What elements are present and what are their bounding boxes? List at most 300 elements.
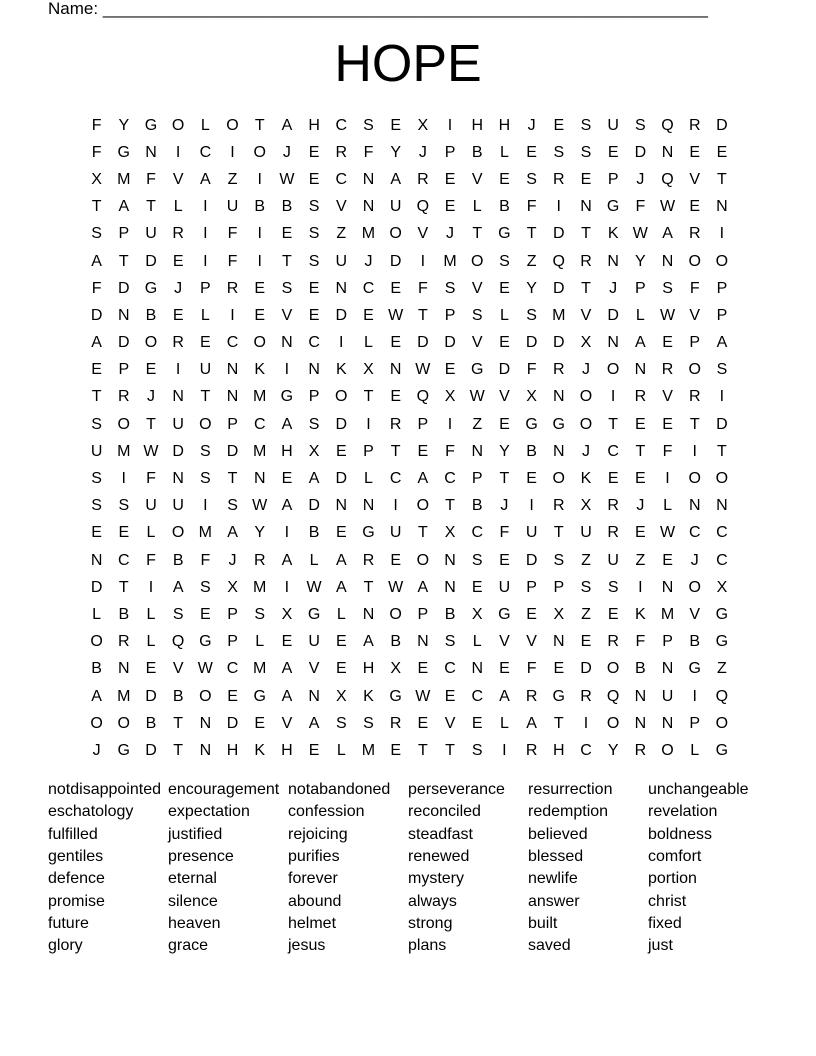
- grid-letter[interactable]: K: [254, 361, 266, 379]
- grid-letter[interactable]: D: [172, 442, 184, 460]
- grid-letter[interactable]: J: [174, 279, 183, 297]
- grid-letter[interactable]: W: [252, 497, 268, 515]
- grid-letter[interactable]: F: [91, 279, 102, 297]
- grid-letter[interactable]: N: [471, 660, 483, 678]
- grid-letter[interactable]: X: [91, 170, 102, 188]
- grid-letter[interactable]: E: [308, 170, 320, 188]
- grid-letter[interactable]: S: [607, 578, 619, 596]
- grid-letter[interactable]: B: [526, 442, 537, 460]
- grid-letter[interactable]: T: [553, 524, 564, 542]
- grid-letter[interactable]: O: [606, 714, 620, 732]
- grid-letter[interactable]: O: [253, 143, 266, 161]
- grid-letter[interactable]: O: [579, 388, 593, 406]
- grid-letter[interactable]: N: [172, 388, 184, 406]
- grid-letter[interactable]: S: [635, 116, 646, 134]
- grid-letter[interactable]: O: [552, 470, 565, 488]
- grid-letter[interactable]: P: [662, 633, 673, 651]
- grid-letter[interactable]: O: [171, 524, 185, 542]
- grid-letter[interactable]: S: [580, 116, 592, 134]
- grid-letter[interactable]: D: [444, 334, 456, 352]
- grid-letter[interactable]: S: [444, 279, 456, 297]
- grid-letter[interactable]: E: [689, 143, 701, 161]
- grid-letter[interactable]: T: [363, 388, 374, 406]
- grid-letter[interactable]: S: [308, 415, 320, 433]
- grid-letter[interactable]: N: [661, 714, 674, 732]
- grid-letter[interactable]: V: [580, 306, 592, 324]
- grid-letter[interactable]: Q: [606, 687, 620, 705]
- grid-letter[interactable]: O: [199, 687, 212, 705]
- grid-letter[interactable]: G: [144, 116, 158, 134]
- grid-letter[interactable]: P: [526, 578, 537, 596]
- grid-letter[interactable]: A: [499, 687, 510, 705]
- grid-letter[interactable]: S: [91, 470, 102, 488]
- grid-letter[interactable]: L: [472, 633, 482, 651]
- grid-letter[interactable]: F: [499, 524, 510, 542]
- grid-letter[interactable]: V: [308, 660, 320, 678]
- grid-letter[interactable]: K: [580, 470, 592, 488]
- grid-letter[interactable]: E: [499, 279, 510, 297]
- grid-letter[interactable]: Z: [581, 605, 591, 623]
- grid-letter[interactable]: T: [717, 442, 727, 460]
- grid-letter[interactable]: Z: [717, 660, 727, 678]
- grid-letter[interactable]: V: [281, 714, 293, 732]
- grid-letter[interactable]: A: [118, 198, 130, 216]
- grid-letter[interactable]: D: [389, 252, 402, 270]
- grid-letter[interactable]: H: [471, 116, 483, 134]
- grid-letter[interactable]: D: [553, 279, 565, 297]
- grid-letter[interactable]: D: [118, 334, 130, 352]
- grid-letter[interactable]: P: [417, 415, 429, 433]
- grid-letter[interactable]: G: [525, 415, 538, 433]
- grid-letter[interactable]: P: [716, 279, 728, 297]
- grid-letter[interactable]: S: [254, 605, 266, 623]
- grid-letter[interactable]: T: [173, 714, 184, 732]
- grid-letter[interactable]: G: [715, 741, 729, 759]
- grid-letter[interactable]: N: [444, 578, 456, 596]
- grid-letter[interactable]: C: [716, 551, 728, 569]
- grid-letter[interactable]: E: [526, 605, 537, 623]
- grid-letter[interactable]: C: [444, 470, 456, 488]
- grid-letter[interactable]: I: [556, 198, 561, 216]
- grid-letter[interactable]: R: [634, 388, 647, 406]
- grid-letter[interactable]: C: [308, 334, 320, 352]
- grid-letter[interactable]: L: [146, 524, 156, 542]
- grid-letter[interactable]: A: [308, 470, 320, 488]
- grid-letter[interactable]: F: [445, 442, 455, 460]
- grid-letter[interactable]: A: [281, 687, 293, 705]
- grid-letter[interactable]: V: [172, 660, 184, 678]
- grid-letter[interactable]: S: [200, 442, 211, 460]
- grid-letter[interactable]: V: [444, 714, 456, 732]
- grid-letter[interactable]: K: [607, 225, 619, 243]
- grid-letter[interactable]: V: [471, 279, 483, 297]
- grid-letter[interactable]: Y: [118, 116, 130, 134]
- grid-letter[interactable]: E: [662, 415, 673, 433]
- grid-letter[interactable]: C: [226, 334, 239, 352]
- grid-letter[interactable]: E: [417, 442, 429, 460]
- grid-letter[interactable]: S: [172, 605, 184, 623]
- grid-letter[interactable]: A: [335, 551, 347, 569]
- grid-letter[interactable]: T: [499, 470, 510, 488]
- grid-letter[interactable]: F: [689, 279, 700, 297]
- grid-letter[interactable]: R: [553, 361, 565, 379]
- grid-letter[interactable]: R: [335, 143, 348, 161]
- grid-letter[interactable]: R: [118, 388, 130, 406]
- grid-letter[interactable]: E: [444, 170, 456, 188]
- grid-letter[interactable]: L: [336, 605, 346, 623]
- grid-letter[interactable]: N: [335, 497, 348, 515]
- grid-letter[interactable]: S: [662, 279, 673, 297]
- grid-letter[interactable]: W: [632, 225, 648, 243]
- grid-letter[interactable]: I: [447, 415, 453, 433]
- grid-letter[interactable]: D: [525, 551, 538, 569]
- grid-letter[interactable]: M: [117, 687, 131, 705]
- grid-letter[interactable]: E: [499, 415, 510, 433]
- grid-letter[interactable]: N: [417, 633, 429, 651]
- grid-letter[interactable]: X: [308, 442, 320, 460]
- grid-letter[interactable]: M: [253, 578, 267, 596]
- grid-letter[interactable]: O: [416, 551, 430, 569]
- grid-letter[interactable]: X: [363, 361, 374, 379]
- grid-letter[interactable]: B: [145, 306, 157, 324]
- grid-letter[interactable]: N: [308, 687, 320, 705]
- grid-letter[interactable]: Y: [390, 143, 401, 161]
- grid-letter[interactable]: D: [308, 497, 320, 515]
- grid-letter[interactable]: X: [553, 605, 565, 623]
- name-blank-line[interactable]: ________________________________________________________________: [102, 0, 708, 18]
- grid-letter[interactable]: N: [362, 497, 375, 515]
- grid-letter[interactable]: T: [254, 116, 265, 134]
- grid-letter[interactable]: E: [635, 524, 646, 542]
- grid-letter[interactable]: E: [499, 551, 510, 569]
- grid-letter[interactable]: N: [362, 170, 375, 188]
- grid-letter[interactable]: Z: [581, 551, 591, 569]
- grid-letter[interactable]: F: [635, 198, 646, 216]
- grid-letter[interactable]: E: [499, 660, 510, 678]
- grid-letter[interactable]: T: [635, 442, 646, 460]
- grid-letter[interactable]: N: [199, 714, 212, 732]
- grid-letter[interactable]: N: [661, 660, 674, 678]
- grid-letter[interactable]: C: [118, 551, 130, 569]
- grid-letter[interactable]: U: [607, 551, 619, 569]
- grid-letter[interactable]: X: [281, 605, 293, 623]
- grid-letter[interactable]: R: [253, 551, 266, 569]
- grid-letter[interactable]: A: [662, 225, 673, 243]
- grid-letter[interactable]: U: [172, 497, 184, 515]
- grid-letter[interactable]: O: [226, 116, 239, 134]
- grid-letter[interactable]: R: [118, 633, 130, 651]
- grid-letter[interactable]: S: [526, 306, 537, 324]
- grid-letter[interactable]: O: [117, 415, 130, 433]
- grid-letter[interactable]: E: [335, 633, 347, 651]
- grid-letter[interactable]: I: [665, 470, 670, 488]
- grid-letter[interactable]: I: [583, 714, 589, 732]
- grid-letter[interactable]: I: [366, 415, 371, 433]
- grid-letter[interactable]: K: [254, 741, 266, 759]
- grid-letter[interactable]: Q: [715, 687, 729, 705]
- grid-letter[interactable]: F: [526, 361, 537, 379]
- grid-letter[interactable]: P: [689, 714, 701, 732]
- grid-letter[interactable]: U: [226, 198, 239, 216]
- grid-letter[interactable]: T: [581, 279, 591, 297]
- grid-letter[interactable]: C: [389, 470, 402, 488]
- grid-letter[interactable]: E: [308, 143, 320, 161]
- grid-letter[interactable]: S: [444, 633, 456, 651]
- grid-letter[interactable]: J: [364, 252, 373, 270]
- grid-letter[interactable]: M: [253, 660, 267, 678]
- grid-letter[interactable]: U: [145, 225, 157, 243]
- grid-letter[interactable]: N: [253, 470, 266, 488]
- grid-letter[interactable]: I: [284, 361, 290, 379]
- grid-letter[interactable]: L: [92, 605, 102, 623]
- grid-letter[interactable]: Q: [171, 633, 185, 651]
- grid-letter[interactable]: M: [552, 306, 566, 324]
- grid-letter[interactable]: I: [257, 252, 262, 270]
- grid-letter[interactable]: O: [579, 415, 593, 433]
- grid-letter[interactable]: G: [498, 225, 511, 243]
- grid-letter[interactable]: L: [635, 306, 645, 324]
- grid-letter[interactable]: G: [552, 415, 565, 433]
- grid-letter[interactable]: S: [91, 415, 102, 433]
- grid-letter[interactable]: T: [553, 714, 564, 732]
- grid-letter[interactable]: U: [389, 524, 402, 542]
- grid-letter[interactable]: M: [361, 741, 376, 759]
- grid-letter[interactable]: V: [689, 170, 701, 188]
- grid-letter[interactable]: F: [526, 660, 537, 678]
- grid-letter[interactable]: T: [282, 252, 292, 270]
- grid-letter[interactable]: P: [363, 442, 374, 460]
- grid-letter[interactable]: V: [281, 306, 293, 324]
- grid-letter[interactable]: V: [689, 306, 701, 324]
- grid-letter[interactable]: E: [200, 334, 211, 352]
- grid-letter[interactable]: C: [362, 279, 375, 297]
- grid-letter[interactable]: N: [553, 633, 565, 651]
- grid-letter[interactable]: W: [659, 524, 676, 542]
- grid-letter[interactable]: R: [553, 170, 565, 188]
- grid-letter[interactable]: C: [226, 660, 239, 678]
- grid-letter[interactable]: E: [526, 470, 537, 488]
- grid-letter[interactable]: U: [90, 442, 103, 460]
- grid-letter[interactable]: E: [716, 143, 728, 161]
- grid-letter[interactable]: B: [444, 605, 456, 623]
- grid-letter[interactable]: O: [335, 388, 348, 406]
- grid-letter[interactable]: D: [145, 252, 157, 270]
- grid-letter[interactable]: E: [580, 170, 592, 188]
- grid-letter[interactable]: S: [281, 279, 293, 297]
- grid-letter[interactable]: E: [580, 633, 592, 651]
- grid-letter[interactable]: T: [390, 442, 401, 460]
- grid-letter[interactable]: I: [257, 225, 262, 243]
- grid-letter[interactable]: N: [661, 143, 674, 161]
- grid-letter[interactable]: M: [443, 252, 457, 270]
- grid-letter[interactable]: J: [609, 279, 618, 297]
- grid-letter[interactable]: D: [716, 415, 728, 433]
- grid-letter[interactable]: G: [715, 633, 729, 651]
- grid-letter[interactable]: E: [254, 714, 266, 732]
- grid-letter[interactable]: O: [661, 741, 674, 759]
- grid-letter[interactable]: E: [281, 225, 293, 243]
- grid-letter[interactable]: W: [415, 361, 431, 379]
- grid-letter[interactable]: W: [197, 660, 213, 678]
- grid-letter[interactable]: S: [471, 741, 483, 759]
- grid-letter[interactable]: X: [444, 388, 456, 406]
- grid-letter[interactable]: R: [172, 334, 184, 352]
- grid-letter[interactable]: X: [444, 524, 456, 542]
- grid-letter[interactable]: K: [363, 687, 374, 705]
- grid-letter[interactable]: S: [580, 578, 592, 596]
- grid-letter[interactable]: U: [498, 578, 511, 596]
- grid-letter[interactable]: A: [281, 497, 293, 515]
- grid-letter[interactable]: P: [444, 143, 456, 161]
- grid-letter[interactable]: X: [335, 687, 347, 705]
- grid-letter[interactable]: D: [145, 741, 157, 759]
- grid-letter[interactable]: P: [553, 578, 565, 596]
- grid-letter[interactable]: F: [91, 143, 102, 161]
- grid-letter[interactable]: R: [580, 687, 592, 705]
- grid-letter[interactable]: R: [525, 741, 538, 759]
- grid-letter[interactable]: G: [606, 198, 620, 216]
- grid-letter[interactable]: E: [390, 334, 401, 352]
- grid-letter[interactable]: D: [145, 687, 157, 705]
- grid-letter[interactable]: B: [172, 551, 184, 569]
- grid-letter[interactable]: S: [363, 714, 374, 732]
- grid-letter[interactable]: W: [388, 578, 404, 596]
- grid-letter[interactable]: E: [417, 660, 429, 678]
- grid-letter[interactable]: D: [553, 225, 565, 243]
- grid-letter[interactable]: L: [146, 605, 156, 623]
- grid-letter[interactable]: I: [175, 361, 181, 379]
- grid-letter[interactable]: C: [335, 116, 348, 134]
- grid-letter[interactable]: N: [634, 687, 647, 705]
- grid-letter[interactable]: R: [661, 361, 674, 379]
- grid-letter[interactable]: N: [607, 334, 619, 352]
- grid-letter[interactable]: O: [688, 470, 701, 488]
- grid-letter[interactable]: R: [607, 497, 619, 515]
- grid-letter[interactable]: W: [143, 442, 159, 460]
- grid-letter[interactable]: W: [388, 306, 404, 324]
- grid-letter[interactable]: S: [363, 116, 374, 134]
- grid-letter[interactable]: U: [661, 687, 674, 705]
- grid-letter[interactable]: N: [389, 361, 402, 379]
- grid-letter[interactable]: K: [335, 361, 347, 379]
- grid-letter[interactable]: Y: [254, 524, 266, 542]
- grid-letter[interactable]: O: [606, 361, 620, 379]
- grid-letter[interactable]: T: [146, 415, 156, 433]
- grid-letter[interactable]: E: [499, 170, 510, 188]
- grid-letter[interactable]: T: [417, 741, 428, 759]
- grid-letter[interactable]: J: [146, 388, 155, 406]
- grid-letter[interactable]: D: [118, 279, 130, 297]
- grid-letter[interactable]: B: [118, 605, 130, 623]
- grid-letter[interactable]: E: [335, 524, 347, 542]
- grid-letter[interactable]: T: [118, 578, 129, 596]
- grid-letter[interactable]: E: [471, 714, 483, 732]
- grid-letter[interactable]: S: [716, 361, 728, 379]
- grid-letter[interactable]: E: [172, 306, 184, 324]
- grid-letter[interactable]: R: [389, 415, 402, 433]
- grid-letter[interactable]: R: [525, 687, 538, 705]
- grid-letter[interactable]: R: [607, 524, 619, 542]
- grid-letter[interactable]: H: [226, 741, 239, 759]
- grid-letter[interactable]: W: [469, 388, 485, 406]
- grid-letter[interactable]: U: [308, 633, 320, 651]
- grid-letter[interactable]: N: [226, 388, 239, 406]
- grid-letter[interactable]: A: [635, 334, 646, 352]
- grid-letter[interactable]: S: [580, 143, 592, 161]
- grid-letter[interactable]: B: [145, 714, 157, 732]
- grid-letter[interactable]: Q: [416, 198, 430, 216]
- grid-letter[interactable]: T: [526, 225, 537, 243]
- grid-letter[interactable]: Z: [526, 252, 537, 270]
- grid-letter[interactable]: H: [308, 116, 320, 134]
- grid-letter[interactable]: N: [716, 198, 728, 216]
- grid-letter[interactable]: R: [607, 633, 619, 651]
- grid-letter[interactable]: L: [200, 116, 210, 134]
- grid-letter[interactable]: W: [659, 306, 676, 324]
- grid-letter[interactable]: P: [471, 470, 483, 488]
- grid-letter[interactable]: E: [91, 361, 102, 379]
- grid-letter[interactable]: Q: [661, 170, 674, 188]
- grid-letter[interactable]: I: [148, 578, 154, 596]
- grid-letter[interactable]: O: [715, 714, 729, 732]
- grid-letter[interactable]: B: [91, 660, 102, 678]
- grid-letter[interactable]: A: [91, 334, 102, 352]
- grid-letter[interactable]: Y: [499, 442, 510, 460]
- grid-letter[interactable]: G: [498, 605, 511, 623]
- grid-letter[interactable]: O: [389, 225, 402, 243]
- grid-letter[interactable]: X: [471, 605, 483, 623]
- grid-letter[interactable]: L: [173, 198, 183, 216]
- grid-letter[interactable]: N: [145, 143, 157, 161]
- grid-letter[interactable]: V: [335, 198, 347, 216]
- grid-letter[interactable]: P: [227, 415, 238, 433]
- grid-letter[interactable]: B: [471, 497, 483, 515]
- grid-letter[interactable]: I: [257, 170, 262, 188]
- grid-letter[interactable]: E: [662, 551, 673, 569]
- grid-letter[interactable]: R: [688, 225, 701, 243]
- grid-letter[interactable]: L: [472, 198, 482, 216]
- grid-letter[interactable]: N: [362, 198, 375, 216]
- grid-letter[interactable]: R: [634, 741, 647, 759]
- grid-letter[interactable]: E: [200, 605, 211, 623]
- grid-letter[interactable]: I: [420, 252, 426, 270]
- grid-letter[interactable]: E: [607, 143, 619, 161]
- grid-letter[interactable]: S: [526, 170, 537, 188]
- grid-letter[interactable]: E: [118, 524, 130, 542]
- grid-letter[interactable]: S: [553, 551, 565, 569]
- grid-letter[interactable]: E: [635, 415, 646, 433]
- grid-letter[interactable]: O: [117, 714, 130, 732]
- grid-letter[interactable]: O: [688, 361, 701, 379]
- grid-letter[interactable]: A: [390, 170, 401, 188]
- grid-letter[interactable]: B: [471, 143, 483, 161]
- grid-letter[interactable]: A: [363, 633, 374, 651]
- grid-letter[interactable]: G: [144, 279, 158, 297]
- grid-letter[interactable]: E: [553, 660, 565, 678]
- grid-letter[interactable]: H: [281, 741, 293, 759]
- grid-letter[interactable]: P: [444, 306, 456, 324]
- grid-letter[interactable]: E: [254, 306, 266, 324]
- grid-letter[interactable]: P: [417, 605, 429, 623]
- grid-letter[interactable]: I: [638, 578, 643, 596]
- grid-letter[interactable]: D: [417, 334, 429, 352]
- grid-letter[interactable]: I: [502, 741, 507, 759]
- grid-letter[interactable]: D: [226, 714, 239, 732]
- grid-letter[interactable]: F: [146, 470, 156, 488]
- grid-letter[interactable]: I: [230, 143, 235, 161]
- grid-letter[interactable]: M: [660, 605, 675, 623]
- grid-letter[interactable]: U: [335, 252, 348, 270]
